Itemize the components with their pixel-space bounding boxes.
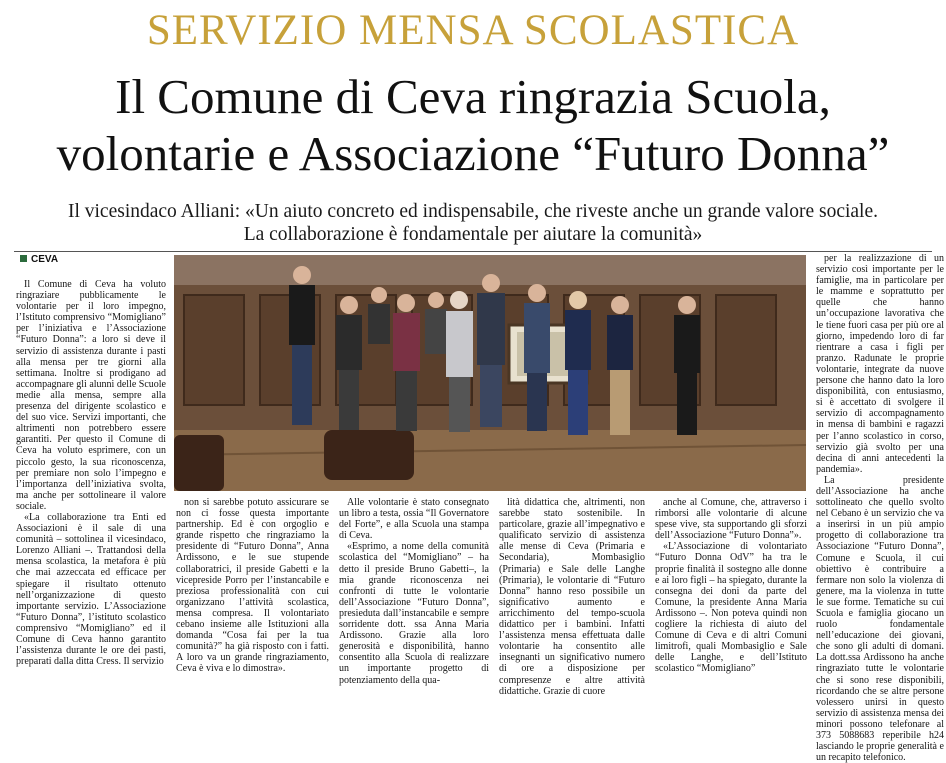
paragraph: «Esprimo, a nome della comunità scolastica del “Momigliano” – ha detto il preside Bruno Gabetti–, la mia grande riconoscenza nei confronti di tutte le volontarie dell’Associazione “Futuro Donna”, presieduta dall’instancabile e sempre sorridente dott. ssa Anna Maria Ardissono. Grazie alla loro generosità e disponibilità, hanno consentito alla Scuola di realizzare un importante progetto di potenziamento della qua- xyxy=(339,541,489,686)
article-column-3 xyxy=(339,497,489,686)
group-photo-illustration xyxy=(174,255,806,491)
article-column-4 xyxy=(499,497,645,697)
subheadline xyxy=(0,200,946,246)
dateline-square-icon xyxy=(20,255,27,262)
article-column-6 xyxy=(816,253,944,763)
divider-rule xyxy=(14,251,932,252)
paragraph: non si sarebbe potuto assicurare se non ci fosse questa importante partnership. Ed è con orgoglio e grande rispetto che ringraziamo la presidente di “Futuro Donna”, Anna Ardissono, e le sue stupende collaboratrici, il preside Gabetti e la vicepreside Porro per l’instancabile e preziosa professionalità con cui organizzano l’attività scolastica, mensa compresa. Il volontariato cebano insieme alle Istituzioni alla domanda “Cosa fai per la tua comunità?” ha già risposto con i fatti. A loro va un grande ringraziamento, Ceva è viva e lo dimostra». xyxy=(176,497,329,675)
headline-line-1: Il Comune di Ceva ringrazia Scuola, xyxy=(115,69,831,124)
dateline xyxy=(20,254,58,266)
section-kicker: SERVIZIO MENSA SCOLASTICA xyxy=(146,7,800,54)
paragraph: per la realizzazione di un servizio così importante per le famiglie, ma in particolare per le mamme e soprattutto per quelle che hanno un’occupazione lavorativa che le tiene fuori casa per più ore al giorno, impedendo loro di far rientrare a casa i figli per pranzo. Radunate le proprie volontarie, integrate da nuove persone che hanno dato la loro disponibilità, con entusiasmo, si è accettato di svolgere il servizio di accompagnamento in mensa di bambini e ragazzi per l’anno scolastico in corso, servizio già svolto per una decina di anni antecedenti la pandemia». xyxy=(816,253,944,475)
paragraph: «L’Associazione di volontariato “Futuro Donna OdV” ha tra le proprie finalità il sostegno alle donne e ai loro figli – ha spiegato, durante la consegna dei doni da parte del Comune, la presidente Anna Maria Ardissono –. Non poteva quindi non cogliere la richiesta di aiuto del Comune di Ceva e di altri Comuni limitrofi, quali Mombasiglio e Sale delle Langhe, e dell’Istituto scolastico “Momigliano” xyxy=(655,541,807,675)
article-column-1 xyxy=(16,279,166,683)
subheadline-line-2: La collaborazione è fondamentale per aiutare la comunità» xyxy=(243,224,703,245)
headline-line-2: volontarie e Associazione “Futuro Donna” xyxy=(56,126,890,181)
paragraph: lità didattica che, altrimenti, non sarebbe stato sostenibile. In particolare, grazie all’impegnativo e qualificato servizio di assistenza alle mense di Ceva (Primaria e Secondaria), Mombasiglio (Primaria) e Sale delle Langhe (Primaria), le volontarie di “Futuro Donna” hanno reso possibile un significativo aumento e arricchimento del tempo-scuola didattico per i bambini. Infatti l’assistenza mensa effettuata dalle volontarie ha consentito alle insegnanti un significativo numero di ore a disposizione per compresenze e altre attività didattiche. Grazie di cuore xyxy=(499,497,645,697)
group-photo xyxy=(174,255,806,491)
article-column-2 xyxy=(176,497,329,683)
paragraph: Il Comune di Ceva ha voluto ringraziare pubblicamente le volontarie per il loro impegno, l’Istituto comprensivo “Momigliano” per l’iniziativa e l’Associazione “Futuro Donna”: a loro si deve il servizio di assistenza durante i pasti alla mensa per tre giorni alla settimana. Inoltre si prodigano ad accompagnare gli alunni delle Scuole medie alla mensa, sempre alla presenza del dirigente scolastico e del suo vice. Servizi importanti, che altrimenti non potrebbero essere garantiti. Per questo il Comune di Ceva ha voluto esprimere, con un piccolo gesto, la sua riconoscenza, per premiare non solo l’impegno e l’importanza dell’iniziativa svolta, ma anche per sottolineare il valore sociale. xyxy=(16,279,166,512)
paragraph: «La collaborazione tra Enti ed Associazioni è il sale di una comunità – sottolinea il vicesindaco, Lorenzo Alliani –. Trattandosi della mensa scolastica, la metafora è più che mai azzeccata ed efficace per spiegare il risultato ottenuto nell’organizzazione di questo importante servizio. L’Associazione “Futuro Donna”, l’istituto scolastico comprensivo “Momigliano” ed il Comune di Ceva hanno garantito l’assistenza durante le ore dei pasti, preparati dalla ditta Cress. Il servizio xyxy=(16,511,166,668)
paragraph: anche al Comune, che, attraverso i rimborsi alle volontarie di alcune spese vive, sta supportando gli sforzi dell’Associazione “Futuro Donna”». xyxy=(655,497,807,542)
paragraph: Alle volontarie è stato consegnato un libro a testa, ossia “Il Governatore del Forte”, e alla Scuola una stampa di Ceva. xyxy=(339,497,489,542)
subheadline-line-1: Il vicesindaco Alliani: «Un aiuto concreto ed indispensabile, che riveste anche un grande valore sociale. xyxy=(67,201,879,222)
headline xyxy=(0,68,946,182)
article-column-5 xyxy=(655,497,807,683)
paragraph: La presidente dell’Associazione ha anche sottolineato che quello svolto nel Cebano è un servizio che va a inserirsi in un più ampio progetto di collaborazione tra Associazione “Futuro Donna”, Comune e Scuola, il cui obiettivo è contribuire a fermare non solo la violenza di genere, ma la violenza in tutte le sue forme. Tematiche su cui Scuola e famiglia giocano un ruolo fondamentale nell’educazione dei giovani, che sono gli adulti di domani. La dott.ssa Ardissono ha anche ringraziato tutte le volontarie che si sono rese disponibili, ricordando che se altre persone volessero unirsi in questo servizio di assistenza mensa dei minori possono telefonare al 373 5088683 reperibile h24 lasciando le proprie generalità e un recapito telefonico. xyxy=(816,474,944,763)
dateline-label: CEVA xyxy=(31,254,59,265)
